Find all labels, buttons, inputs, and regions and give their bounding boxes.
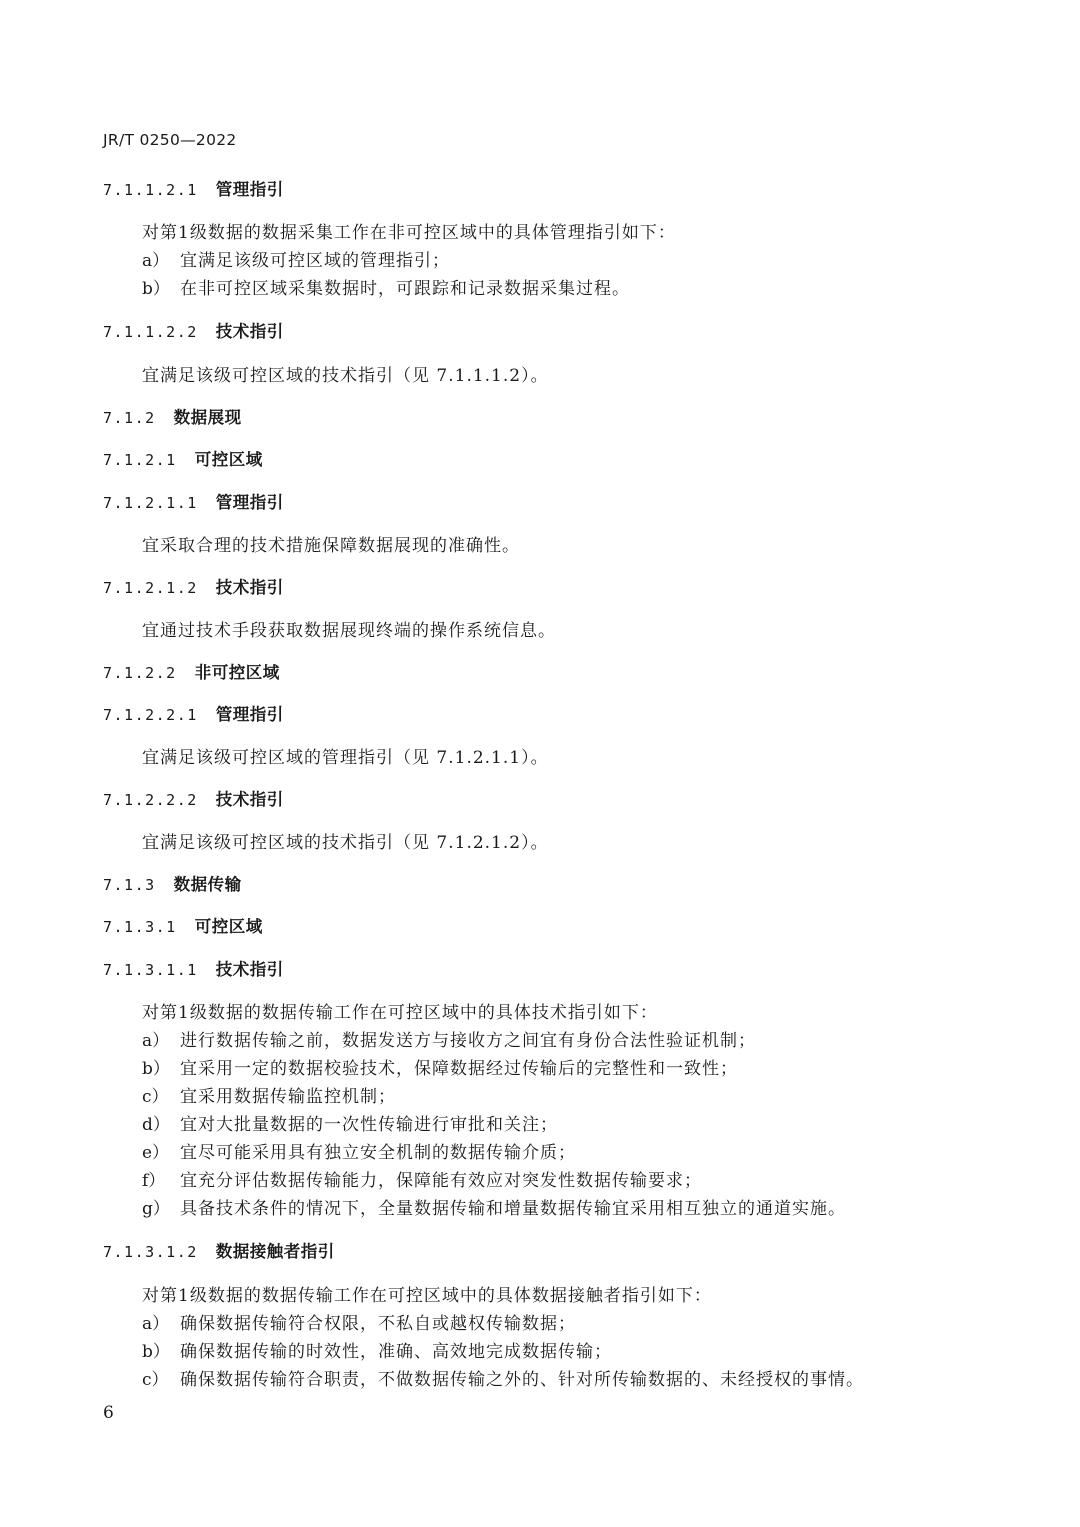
list-marker: a） <box>142 1314 170 1334</box>
list-item-text: 宜采用一定的数据校验技术，保障数据经过传输后的完整性和一致性； <box>180 1059 738 1079</box>
list-item <box>142 1337 612 1362</box>
section-title: 数据接触者指引 <box>215 1242 335 1261</box>
paragraph: 对第1级数据的数据传输工作在可控区域中的具体数据接触者指引如下： <box>142 1286 712 1306</box>
list-item <box>142 274 630 299</box>
section-number: 7.1.2.2.1 <box>103 706 198 724</box>
list-marker: b） <box>142 1342 170 1362</box>
list-item-text: 进行数据传输之前，数据发送方与接收方之间宜有身份合法性验证机制； <box>180 1031 756 1051</box>
section-heading <box>103 1238 335 1262</box>
section-heading <box>103 913 263 937</box>
section-heading <box>103 176 284 200</box>
section-title: 数据传输 <box>173 875 242 894</box>
section-title: 技术指引 <box>215 322 284 341</box>
list-item-text: 在非可控区域采集数据时，可跟踪和记录数据采集过程。 <box>180 279 630 299</box>
list-item-text: 宜尽可能采用具有独立安全机制的数据传输介质； <box>180 1143 576 1163</box>
section-title: 数据展现 <box>173 408 242 427</box>
section-heading <box>103 786 284 810</box>
list-marker: e） <box>142 1143 170 1163</box>
section-title: 管理指引 <box>215 493 284 512</box>
section-title: 可控区域 <box>194 917 263 936</box>
section-number: 7.1.2.1.2 <box>103 579 198 597</box>
list-item-text: 确保数据传输符合权限，不私自或越权传输数据； <box>180 1314 576 1334</box>
paragraph: 宜满足该级可控区域的技术指引（见 7.1.1.1.2）。 <box>142 366 549 386</box>
list-item <box>142 1110 558 1135</box>
section-number: 7.1.3.1.1 <box>103 961 198 979</box>
section-heading <box>103 956 284 980</box>
paragraph: 对第1级数据的数据传输工作在可控区域中的具体技术指引如下： <box>142 1003 658 1023</box>
section-heading <box>103 659 280 683</box>
section-heading <box>103 446 263 470</box>
list-item <box>142 1309 576 1334</box>
paragraph: 宜满足该级可控区域的管理指引（见 7.1.2.1.1）。 <box>142 748 549 768</box>
section-heading <box>103 404 242 428</box>
list-item <box>142 1365 864 1390</box>
section-title: 管理指引 <box>215 705 284 724</box>
section-heading <box>103 574 284 598</box>
section-title: 技术指引 <box>215 578 284 597</box>
list-item <box>142 1082 396 1107</box>
list-marker: b） <box>142 279 170 299</box>
list-item <box>142 1166 702 1191</box>
list-item <box>142 1138 576 1163</box>
list-item-text: 具备技术条件的情况下，全量数据传输和增量数据传输宜采用相互独立的通道实施。 <box>180 1199 846 1219</box>
section-title: 非可控区域 <box>194 663 280 682</box>
section-number: 7.1.1.2.1 <box>103 181 198 199</box>
document-code: JR/T 0250—2022 <box>103 131 237 149</box>
list-marker: c） <box>142 1087 169 1107</box>
list-marker: c） <box>142 1370 169 1390</box>
paragraph: 宜采取合理的技术措施保障数据展现的准确性。 <box>142 536 520 556</box>
section-number: 7.1.2.1.1 <box>103 494 198 512</box>
section-number: 7.1.2.2 <box>103 664 177 682</box>
list-item-text: 宜采用数据传输监控机制； <box>180 1087 396 1107</box>
section-title: 技术指引 <box>215 960 284 979</box>
section-title: 技术指引 <box>215 790 284 809</box>
section-number: 7.1.2 <box>103 409 156 427</box>
section-heading <box>103 701 284 725</box>
paragraph: 对第1级数据的数据采集工作在非可控区域中的具体管理指引如下： <box>142 223 676 243</box>
paragraph: 宜满足该级可控区域的技术指引（见 7.1.2.1.2）。 <box>142 833 549 853</box>
section-number: 7.1.3.1.2 <box>103 1243 198 1261</box>
list-item-text: 宜对大批量数据的一次性传输进行审批和关注； <box>180 1115 558 1135</box>
section-title: 可控区域 <box>194 450 263 469</box>
page-number: 6 <box>103 1403 114 1423</box>
list-item <box>142 1026 756 1051</box>
list-item <box>142 1194 846 1219</box>
list-item-text: 确保数据传输的时效性，准确、高效地完成数据传输； <box>180 1342 612 1362</box>
section-number: 7.1.3 <box>103 876 156 894</box>
section-number: 7.1.2.2.2 <box>103 791 198 809</box>
section-heading <box>103 318 284 342</box>
section-title: 管理指引 <box>215 180 284 199</box>
section-heading <box>103 871 242 895</box>
list-item <box>142 246 450 271</box>
paragraph: 宜通过技术手段获取数据展现终端的操作系统信息。 <box>142 621 556 641</box>
list-marker: a） <box>142 1031 170 1051</box>
list-marker: f） <box>142 1171 166 1191</box>
list-marker: b） <box>142 1059 170 1079</box>
list-marker: d） <box>142 1115 170 1135</box>
list-marker: a） <box>142 251 170 271</box>
section-number: 7.1.1.2.2 <box>103 323 198 341</box>
list-marker: g） <box>142 1199 170 1219</box>
list-item <box>142 1054 738 1079</box>
list-item-text: 确保数据传输符合职责，不做数据传输之外的、针对所传输数据的、未经授权的事情。 <box>180 1370 864 1390</box>
section-number: 7.1.2.1 <box>103 451 177 469</box>
section-heading <box>103 489 284 513</box>
list-item-text: 宜充分评估数据传输能力，保障能有效应对突发性数据传输要求； <box>180 1171 702 1191</box>
section-number: 7.1.3.1 <box>103 918 177 936</box>
list-item-text: 宜满足该级可控区域的管理指引； <box>180 251 450 271</box>
